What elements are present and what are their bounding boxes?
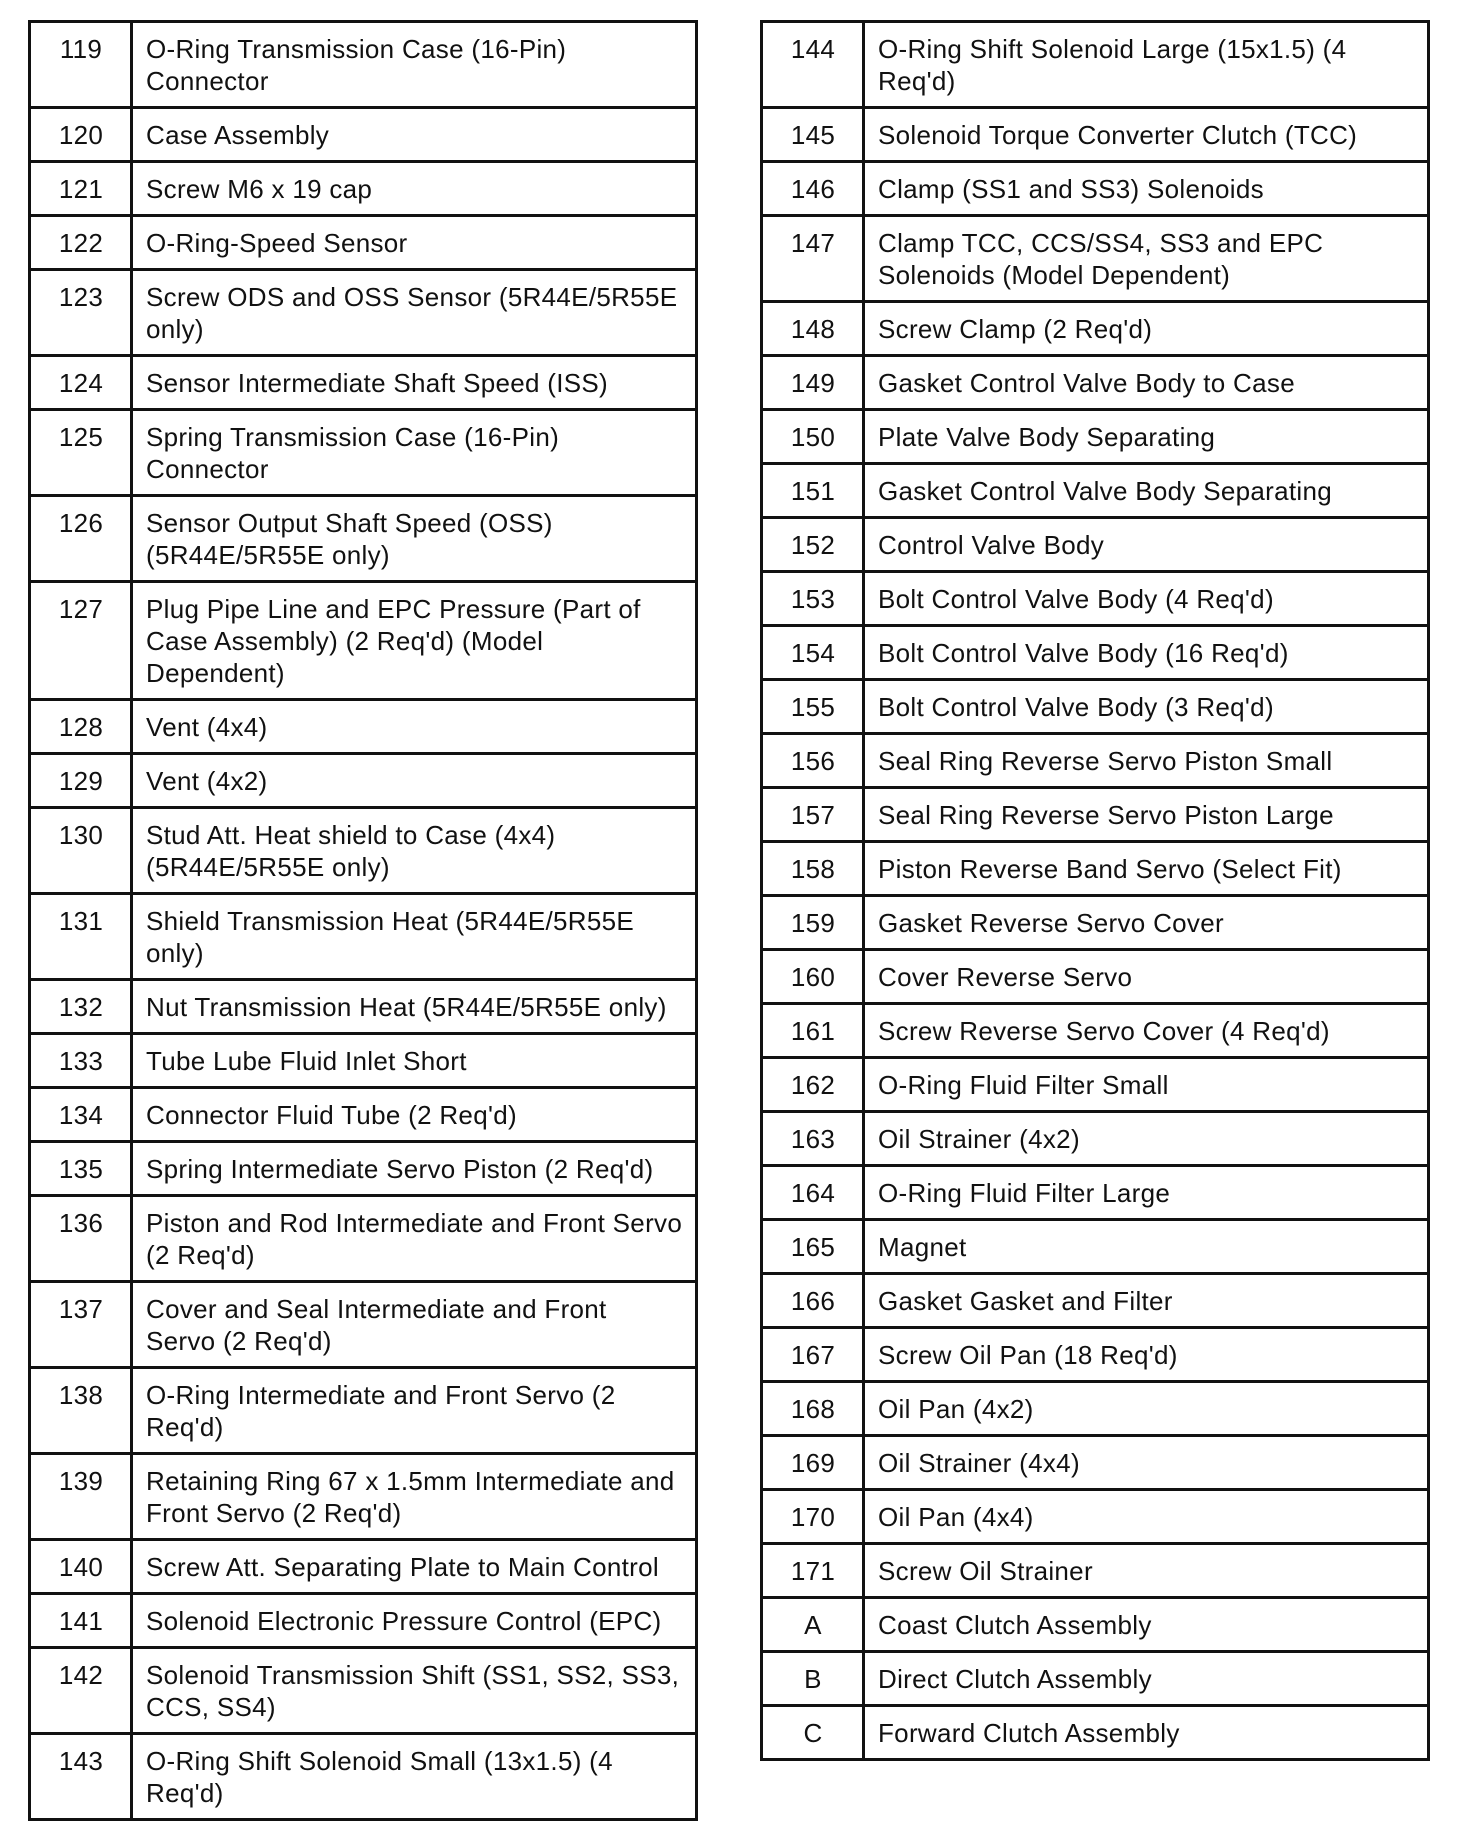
- part-description: O-Ring Shift Solenoid Small (13x1.5) (4 Req'd): [132, 1734, 697, 1820]
- part-description: Plug Pipe Line and EPC Pressure (Part of Case Assembly) (2 Req'd) (Model Dependent): [132, 582, 697, 700]
- part-number: 142: [30, 1648, 132, 1734]
- table-row: [30, 700, 697, 754]
- part-description: O-Ring-Speed Sensor: [132, 216, 697, 270]
- part-number: 137: [30, 1282, 132, 1368]
- table-row: [30, 808, 697, 894]
- table-row: [30, 894, 697, 980]
- part-number: A: [762, 1598, 864, 1652]
- part-number: 157: [762, 788, 864, 842]
- part-number: 149: [762, 356, 864, 410]
- part-description: O-Ring Fluid Filter Small: [864, 1058, 1429, 1112]
- table-row: [30, 1142, 697, 1196]
- part-number: 168: [762, 1382, 864, 1436]
- part-number: 153: [762, 572, 864, 626]
- part-description: Control Valve Body: [864, 518, 1429, 572]
- part-number: 131: [30, 894, 132, 980]
- table-row: [30, 1034, 697, 1088]
- table-row: [762, 1166, 1429, 1220]
- table-row: [762, 1220, 1429, 1274]
- table-row: [762, 896, 1429, 950]
- part-number: 125: [30, 410, 132, 496]
- part-description: Oil Strainer (4x2): [864, 1112, 1429, 1166]
- part-number: 166: [762, 1274, 864, 1328]
- table-row: [30, 1454, 697, 1540]
- part-number: 121: [30, 162, 132, 216]
- table-row: [762, 464, 1429, 518]
- part-number: 132: [30, 980, 132, 1034]
- parts-table-right: [760, 20, 1430, 1761]
- table-row: [762, 1598, 1429, 1652]
- table-row: [762, 1004, 1429, 1058]
- part-description: Sensor Output Shaft Speed (OSS) (5R44E/5R55E only): [132, 496, 697, 582]
- part-description: Forward Clutch Assembly: [864, 1706, 1429, 1760]
- part-description: Screw Oil Strainer: [864, 1544, 1429, 1598]
- part-description: Bolt Control Valve Body (3 Req'd): [864, 680, 1429, 734]
- table-row: [30, 496, 697, 582]
- part-description: Spring Transmission Case (16-Pin) Connector: [132, 410, 697, 496]
- part-number: 163: [762, 1112, 864, 1166]
- part-number: 160: [762, 950, 864, 1004]
- part-number: 133: [30, 1034, 132, 1088]
- part-number: 169: [762, 1436, 864, 1490]
- table-row: [30, 1540, 697, 1594]
- part-number: 165: [762, 1220, 864, 1274]
- part-description: Solenoid Torque Converter Clutch (TCC): [864, 108, 1429, 162]
- part-number: 139: [30, 1454, 132, 1540]
- table-row: [762, 1436, 1429, 1490]
- table-row: [762, 626, 1429, 680]
- part-description: Stud Att. Heat shield to Case (4x4) (5R44E/5R55E only): [132, 808, 697, 894]
- part-number: 158: [762, 842, 864, 896]
- part-number: 148: [762, 302, 864, 356]
- part-number: 135: [30, 1142, 132, 1196]
- part-description: Gasket Control Valve Body Separating: [864, 464, 1429, 518]
- part-description: Screw Clamp (2 Req'd): [864, 302, 1429, 356]
- part-number: 124: [30, 356, 132, 410]
- part-number: 128: [30, 700, 132, 754]
- table-row: [30, 1282, 697, 1368]
- table-row: [762, 1706, 1429, 1760]
- part-description: Cover Reverse Servo: [864, 950, 1429, 1004]
- table-row: [762, 410, 1429, 464]
- part-description: Vent (4x2): [132, 754, 697, 808]
- part-number: 119: [30, 22, 132, 108]
- part-description: Cover and Seal Intermediate and Front Servo (2 Req'd): [132, 1282, 697, 1368]
- part-number: 161: [762, 1004, 864, 1058]
- part-description: Gasket Gasket and Filter: [864, 1274, 1429, 1328]
- table-row: [762, 518, 1429, 572]
- part-number: 159: [762, 896, 864, 950]
- table-row: [762, 356, 1429, 410]
- part-description: Retaining Ring 67 x 1.5mm Intermediate and Front Servo (2 Req'd): [132, 1454, 697, 1540]
- part-description: Bolt Control Valve Body (16 Req'd): [864, 626, 1429, 680]
- table-row: [762, 162, 1429, 216]
- part-number: 146: [762, 162, 864, 216]
- part-number: 138: [30, 1368, 132, 1454]
- part-description: Nut Transmission Heat (5R44E/5R55E only): [132, 980, 697, 1034]
- part-description: Piston and Rod Intermediate and Front Servo (2 Req'd): [132, 1196, 697, 1282]
- part-description: Clamp TCC, CCS/SS4, SS3 and EPC Solenoids (Model Dependent): [864, 216, 1429, 302]
- part-number: 144: [762, 22, 864, 108]
- table-row: [762, 734, 1429, 788]
- table-row: [762, 22, 1429, 108]
- part-description: Screw Oil Pan (18 Req'd): [864, 1328, 1429, 1382]
- part-number: 155: [762, 680, 864, 734]
- table-row: [762, 1328, 1429, 1382]
- part-number: 145: [762, 108, 864, 162]
- part-description: Seal Ring Reverse Servo Piston Small: [864, 734, 1429, 788]
- part-description: Bolt Control Valve Body (4 Req'd): [864, 572, 1429, 626]
- part-number: 141: [30, 1594, 132, 1648]
- part-number: C: [762, 1706, 864, 1760]
- table-row: [30, 1594, 697, 1648]
- table-row: [30, 1734, 697, 1820]
- part-description: Direct Clutch Assembly: [864, 1652, 1429, 1706]
- part-number: 167: [762, 1328, 864, 1382]
- part-description: Shield Transmission Heat (5R44E/5R55E only): [132, 894, 697, 980]
- part-description: Gasket Control Valve Body to Case: [864, 356, 1429, 410]
- part-description: Gasket Reverse Servo Cover: [864, 896, 1429, 950]
- table-row: [762, 680, 1429, 734]
- table-row: [762, 1652, 1429, 1706]
- part-description: Case Assembly: [132, 108, 697, 162]
- table-row: [762, 572, 1429, 626]
- table-row: [30, 1368, 697, 1454]
- table-row: [30, 1648, 697, 1734]
- part-number: 154: [762, 626, 864, 680]
- part-description: Solenoid Transmission Shift (SS1, SS2, SS3, CCS, SS4): [132, 1648, 697, 1734]
- table-row: [30, 22, 697, 108]
- part-number: 122: [30, 216, 132, 270]
- part-number: 127: [30, 582, 132, 700]
- table-row: [30, 1088, 697, 1142]
- table-row: [30, 410, 697, 496]
- part-number: 150: [762, 410, 864, 464]
- table-row: [30, 980, 697, 1034]
- part-description: Screw Reverse Servo Cover (4 Req'd): [864, 1004, 1429, 1058]
- table-row: [762, 842, 1429, 896]
- part-number: 126: [30, 496, 132, 582]
- part-description: O-Ring Fluid Filter Large: [864, 1166, 1429, 1220]
- table-row: [30, 270, 697, 356]
- part-number: 170: [762, 1490, 864, 1544]
- part-number: 129: [30, 754, 132, 808]
- table-row: [762, 950, 1429, 1004]
- part-description: Solenoid Electronic Pressure Control (EPC): [132, 1594, 697, 1648]
- part-description: Sensor Intermediate Shaft Speed (ISS): [132, 356, 697, 410]
- table-row: [762, 302, 1429, 356]
- part-number: 140: [30, 1540, 132, 1594]
- part-description: O-Ring Intermediate and Front Servo (2 Req'd): [132, 1368, 697, 1454]
- part-number: 147: [762, 216, 864, 302]
- table-row: [762, 1274, 1429, 1328]
- table-row: [30, 356, 697, 410]
- part-number: 134: [30, 1088, 132, 1142]
- part-description: Screw M6 x 19 cap: [132, 162, 697, 216]
- part-number: 164: [762, 1166, 864, 1220]
- part-number: 130: [30, 808, 132, 894]
- table-row: [30, 162, 697, 216]
- part-description: Screw Att. Separating Plate to Main Control: [132, 1540, 697, 1594]
- part-description: Oil Pan (4x2): [864, 1382, 1429, 1436]
- part-description: Screw ODS and OSS Sensor (5R44E/5R55E only): [132, 270, 697, 356]
- part-description: Oil Strainer (4x4): [864, 1436, 1429, 1490]
- part-description: Vent (4x4): [132, 700, 697, 754]
- part-description: Piston Reverse Band Servo (Select Fit): [864, 842, 1429, 896]
- table-row: [30, 754, 697, 808]
- part-number: 143: [30, 1734, 132, 1820]
- table-row: [762, 1490, 1429, 1544]
- part-description: Coast Clutch Assembly: [864, 1598, 1429, 1652]
- part-description: Oil Pan (4x4): [864, 1490, 1429, 1544]
- part-description: Plate Valve Body Separating: [864, 410, 1429, 464]
- table-row: [762, 1058, 1429, 1112]
- part-number: 123: [30, 270, 132, 356]
- part-description: Connector Fluid Tube (2 Req'd): [132, 1088, 697, 1142]
- part-number: 136: [30, 1196, 132, 1282]
- part-number: 171: [762, 1544, 864, 1598]
- table-row: [30, 1196, 697, 1282]
- table-row: [762, 216, 1429, 302]
- part-number: 120: [30, 108, 132, 162]
- table-row: [30, 216, 697, 270]
- part-description: Clamp (SS1 and SS3) Solenoids: [864, 162, 1429, 216]
- part-number: 162: [762, 1058, 864, 1112]
- part-number: 152: [762, 518, 864, 572]
- table-row: [762, 1112, 1429, 1166]
- table-row: [762, 1544, 1429, 1598]
- table-row: [30, 108, 697, 162]
- table-row: [762, 788, 1429, 842]
- part-description: O-Ring Transmission Case (16-Pin) Connector: [132, 22, 697, 108]
- part-number: 156: [762, 734, 864, 788]
- part-description: Seal Ring Reverse Servo Piston Large: [864, 788, 1429, 842]
- part-description: O-Ring Shift Solenoid Large (15x1.5) (4 Req'd): [864, 22, 1429, 108]
- table-row: [762, 1382, 1429, 1436]
- parts-table-left: [28, 20, 698, 1821]
- table-row: [762, 108, 1429, 162]
- part-number: 151: [762, 464, 864, 518]
- part-description: Magnet: [864, 1220, 1429, 1274]
- part-number: B: [762, 1652, 864, 1706]
- table-row: [30, 582, 697, 700]
- part-description: Tube Lube Fluid Inlet Short: [132, 1034, 697, 1088]
- part-description: Spring Intermediate Servo Piston (2 Req'd): [132, 1142, 697, 1196]
